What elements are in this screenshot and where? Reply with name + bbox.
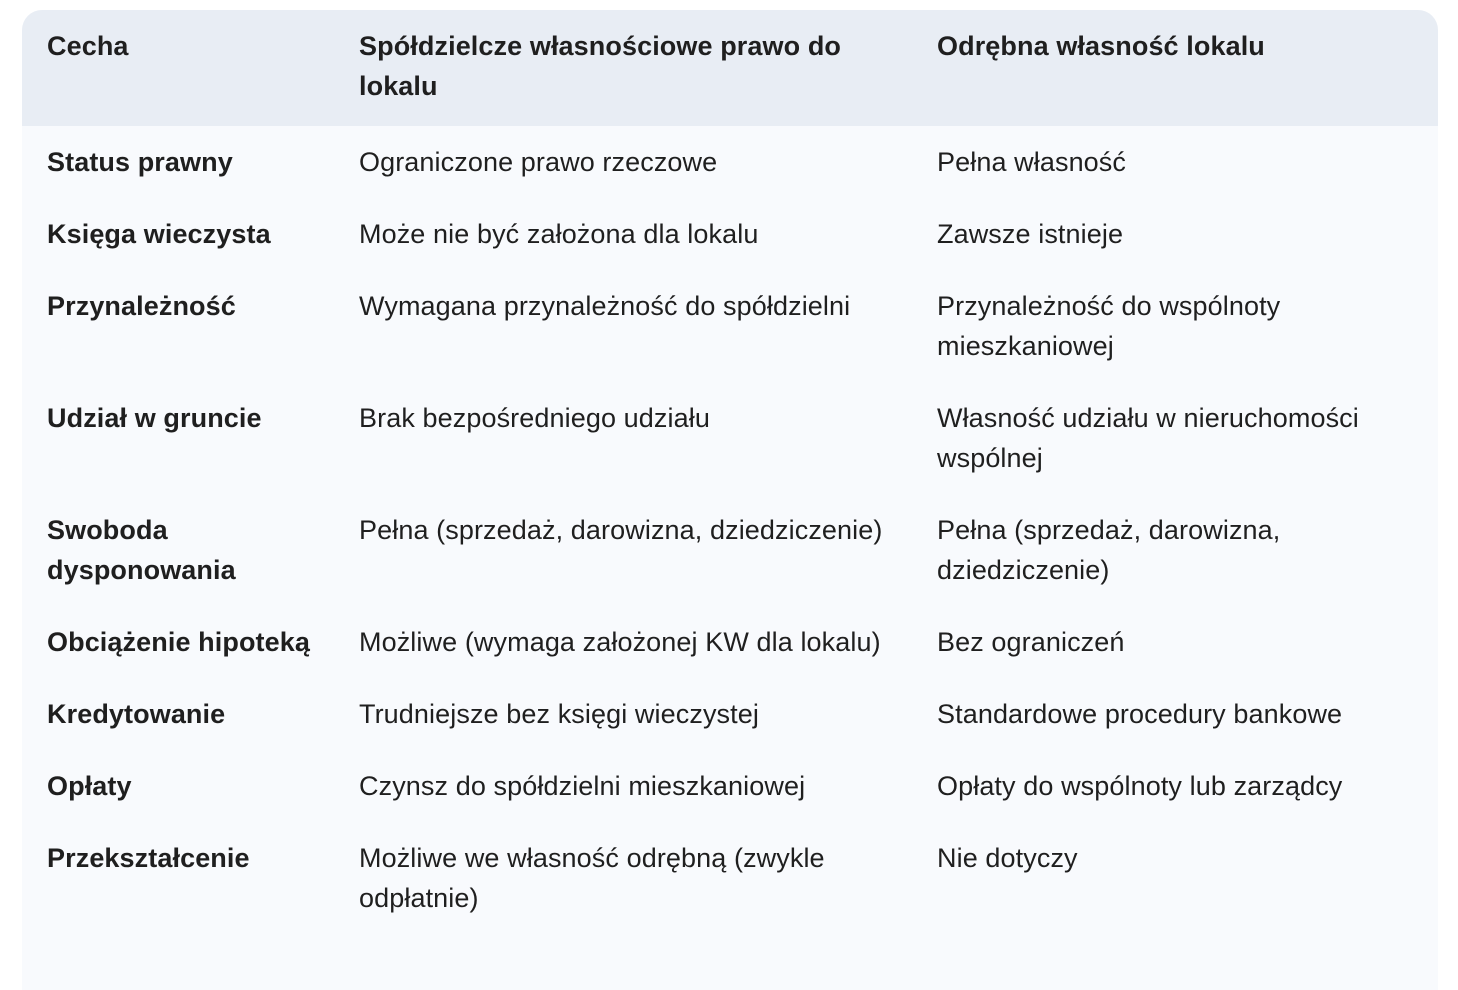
- row-feature-cell: Przekształcenie: [47, 843, 250, 873]
- row-separate-cell: Opłaty do wspólnoty lub zarządcy: [937, 771, 1343, 801]
- row-cooperative-cell: Ograniczone prawo rzeczowe: [359, 147, 718, 177]
- row-cooperative-cell: Możliwe (wymaga założonej KW dla lokalu): [359, 627, 881, 657]
- row-feature-cell: Kredytowanie: [47, 699, 226, 729]
- row-feature-cell: Status prawny: [47, 147, 233, 177]
- table-row: [22, 270, 1438, 382]
- row-feature-cell: Swoboda dysponowania: [47, 515, 236, 585]
- row-cooperative-cell: Brak bezpośredniego udziału: [359, 403, 710, 433]
- table-row: [22, 822, 1438, 934]
- row-separate-cell: Własność udziału w nieruchomości wspólnej: [937, 403, 1359, 473]
- table-row: [22, 494, 1438, 606]
- row-feature-cell: Księga wieczysta: [47, 219, 271, 249]
- row-separate-cell: Zawsze istnieje: [937, 219, 1124, 249]
- row-cooperative-cell: Może nie być założona dla lokalu: [359, 219, 759, 249]
- header-feature: Cecha: [47, 31, 129, 61]
- row-separate-cell: Standardowe procedury bankowe: [937, 699, 1343, 729]
- comparison-table-container: [22, 10, 1438, 990]
- row-cooperative-cell: Trudniejsze bez księgi wieczystej: [359, 699, 759, 729]
- row-cooperative-cell: Czynsz do spółdzielni mieszkaniowej: [359, 771, 806, 801]
- table-row: [22, 198, 1438, 270]
- header-separate-ownership: Odrębna własność lokalu: [937, 31, 1265, 61]
- table-row: [22, 606, 1438, 678]
- row-cooperative-cell: Pełna (sprzedaż, darowizna, dziedziczenie): [359, 515, 883, 545]
- table-row: [22, 126, 1438, 198]
- table-body: [22, 126, 1438, 934]
- row-feature-cell: Opłaty: [47, 771, 132, 801]
- comparison-table: [22, 10, 1438, 934]
- table-row: [22, 750, 1438, 822]
- row-separate-cell: Pełna własność: [937, 147, 1127, 177]
- header-cooperative-right: Spółdzielcze własnościowe prawo do lokalu: [359, 31, 842, 101]
- row-feature-cell: Udział w gruncie: [47, 403, 262, 433]
- table-row: [22, 678, 1438, 750]
- table-row: [22, 382, 1438, 494]
- header-row: [22, 10, 1438, 126]
- row-feature-cell: Przynależność: [47, 291, 236, 321]
- row-cooperative-cell: Możliwe we własność odrębną (zwykle odpłatnie): [359, 843, 825, 913]
- table-header: [22, 10, 1438, 126]
- row-separate-cell: Przynależność do wspólnoty mieszkaniowej: [937, 291, 1281, 361]
- row-separate-cell: Nie dotyczy: [937, 843, 1078, 873]
- row-cooperative-cell: Wymagana przynależność do spółdzielni: [359, 291, 851, 321]
- row-separate-cell: Bez ograniczeń: [937, 627, 1125, 657]
- row-feature-cell: Obciążenie hipoteką: [47, 627, 310, 657]
- row-separate-cell: Pełna (sprzedaż, darowizna, dziedziczenie): [937, 515, 1281, 585]
